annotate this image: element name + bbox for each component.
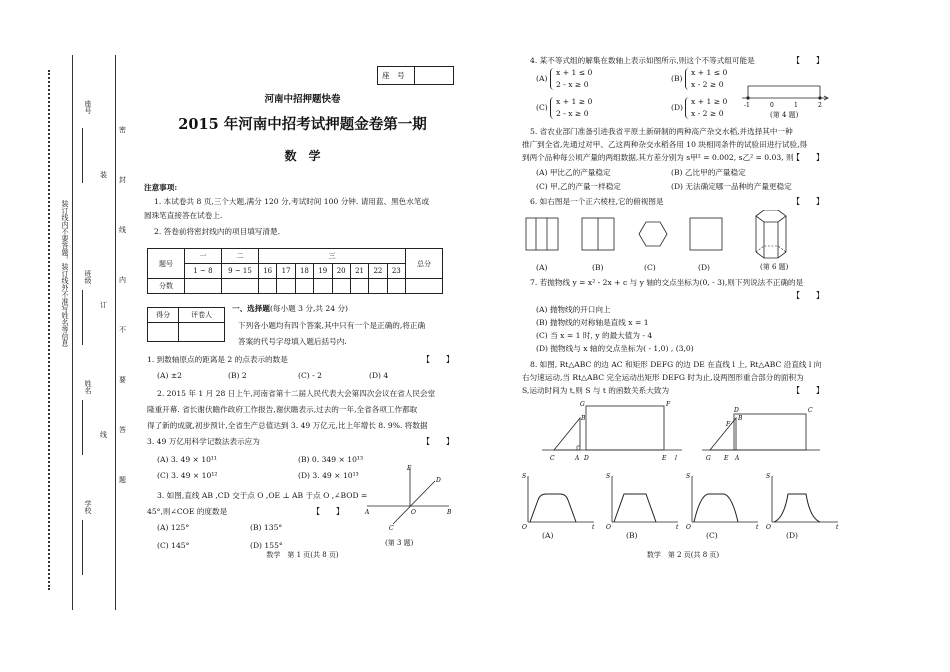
notes-line: 2. 答卷前将密封线内的项目填写清楚. [154,227,280,236]
score-header: 三 [259,249,406,264]
q2-line: 3. 49 万亿用科学记数法表示应为 [147,437,260,446]
q5-answer-bracket[interactable]: 【 】 [792,153,824,162]
score-cell[interactable] [406,279,443,294]
q4-fig-caption: (第 4 题) [770,111,799,119]
notes-line: 圆珠笔直接答在试卷上. [144,211,223,220]
q4-option-letter: (C) [536,103,548,112]
cut-mark: 装 [100,171,107,179]
score-cell[interactable] [185,279,222,294]
q2-option: (A) 3. 49 × 10¹¹ [157,455,218,464]
q4-option-line: x + 1 ≤ 0 [556,68,593,77]
q4-option-line: x + 1 ≤ 0 [691,68,728,77]
seal-mark: 封 [119,176,126,184]
page-1 [130,0,475,672]
score-cell[interactable] [259,279,277,294]
q8-graph-ylabel: S [522,473,527,480]
q5-line: 到两个品种每公顷产量的两组数据,其方差分别为 s甲² = 0.002, s乙² = 0.03, 则 [522,153,794,162]
seal-mark: 内 [119,276,126,284]
q8-option: (C) [706,531,718,540]
q8-fig1-label: F [666,401,671,408]
q6-option: (D) [698,263,711,272]
grader-name-cell[interactable] [179,323,225,342]
page2-footer: 数学 第 2 页(共 8 页) [646,551,720,559]
score-cell[interactable] [350,279,368,294]
q1-stem: 1. 到数轴原点的距离是 2 的点表示的数是 [147,355,288,364]
brace-icon [685,97,690,119]
brace-icon [550,68,555,90]
q4-axis-label: -1 [744,102,750,108]
q1-answer-bracket[interactable]: 【 】 [422,355,454,364]
q6-answer-bracket[interactable]: 【 】 [792,197,824,206]
q5-option: (D) 无法确定哪一品种的产量更稳定 [671,182,792,191]
section1-meta: (每小题 3 分,共 24 分) [269,304,349,313]
q8-line: 右匀速运动,当 Rt△ABC 完全运动出矩形 DEFG 时为止,设两图形重合部分的面积为 [522,373,804,382]
binding-notice: 装订线内不要答题，装订线外不准写姓名等信息 [61,200,69,347]
q3-answer-bracket[interactable]: 【 】 [312,507,344,516]
binding-frame-line [115,55,116,610]
score-header: 二 [222,249,259,264]
score-col: 17 [277,264,295,279]
q3-option: (A) 125° [157,523,190,532]
q8-fig1-label: D [584,455,589,462]
q8-fig1-label: B [581,415,586,422]
q5-option: (A) 甲比乙的产量稳定 [536,168,611,177]
score-cell[interactable] [277,279,295,294]
binding-frame-line [72,55,73,610]
school-label: 学校 [84,500,92,514]
notes-line: 1. 本试卷共 8 页,三个大题,满分 120 分,考试时间 100 分钟. 请用蓝、黑色水笔或 [154,197,430,206]
seal-mark: 不 [119,326,126,334]
score-col: 21 [350,264,368,279]
q8-graph-origin: O [766,524,771,530]
q3-figure [363,462,453,532]
section1-heading [232,303,348,314]
seat-field[interactable] [82,128,83,183]
q3-option: (D) 155° [250,541,283,550]
grader-name-label: 评卷人 [179,308,225,323]
q3-fig-label: E [407,465,412,472]
q5-option: (B) 乙比甲的产量稳定 [671,168,746,177]
q8-figure-2 [702,400,822,466]
q6-figures [522,210,844,266]
q3-fig-label: D [436,477,441,484]
q3-line: 3. 如图,直线 AB ,CD 交于点 O ,OE ⊥ AB 于点 O ,∠BOD = [157,491,368,500]
q8-graph-d [766,473,839,530]
grader-box [147,307,225,342]
score-row-label: 分数 [148,279,185,294]
q4-stem: 4. 某不等式组的解集在数轴上表示如图所示,则这个不等式组可能是 [530,56,755,65]
name-field[interactable] [82,400,83,455]
name-label: 姓名 [84,380,92,394]
q3-fig-caption: (第 3 题) [385,539,414,547]
q8-option: (D) [786,531,799,540]
q8-fig2-label: B [738,415,743,422]
seal-mark: 要 [119,376,126,384]
q1-option: (A) ±2 [157,371,183,380]
q1-option: (C) - 2 [298,371,322,380]
q8-graph-ylabel: S [606,473,611,480]
seat-label: 座号 [84,100,92,114]
score-cell[interactable] [295,279,313,294]
class-field[interactable] [82,290,83,345]
class-label: 班级 [84,270,92,284]
q8-graph-ylabel: S [686,473,691,480]
q2-line: 得了新的成就,初步预计,全省生产总值达到 3. 49 万亿元,比上年增长 8. 9%. 将数据 [147,421,428,430]
q8-line: S,运动时间为 t,则 S 与 t 的函数关系大致为 [522,386,670,395]
section1-desc: 答案的代号字母填入题后括号内. [238,337,347,346]
q8-fig2-label: C [808,407,813,414]
q5-line: 推广到全省,先通过对甲、乙这两种杂交水稻各用 10 块相同条件的试验田进行试验,得 [522,140,808,149]
q4-option-line: 2 - x ≥ 0 [556,109,589,118]
seat-box [377,66,454,85]
q8-graph-ylabel: S [766,473,771,480]
exam-title: 2015 年河南中招考试押题金卷第一期 [178,116,427,133]
score-table [147,248,443,294]
q8-fig2-label: E [724,455,729,462]
q5-option: (C) 甲,乙的产量一样稳定 [536,182,621,191]
q8-graph-origin: O [686,524,691,530]
q4-axis-label: 2 [818,102,822,108]
q8-fig2-label: D [734,407,739,414]
q7-answer-bracket[interactable]: 【 】 [792,291,824,300]
q4-option-line: x + 1 ≥ 0 [556,97,593,106]
binding-dot-column [48,70,54,590]
score-header: 题号 [148,249,185,279]
score-col: 9 ~ 15 [222,264,259,279]
q8-graph-origin: O [522,524,527,530]
q6-stem: 6. 如右图是一个正六棱柱,它的俯视图是 [530,197,664,206]
q8-graph-xlabel: t [676,524,679,530]
q2-option: (C) 3. 49 × 10¹² [157,471,218,480]
q8-graph-c [686,473,759,530]
q2-option: (B) 0. 349 × 10¹³ [298,455,364,464]
grader-score-label: 得分 [148,308,179,323]
seat-box-input[interactable] [414,67,453,84]
score-col: 16 [259,264,277,279]
q8-fig2-label: G [706,455,711,462]
q4-answer-bracket[interactable]: 【 】 [792,56,824,65]
q8-option: (A) [542,531,554,540]
q2-option: (D) 3. 49 × 10¹³ [298,471,359,480]
binding-strip [0,0,130,672]
seal-mark: 题 [119,476,126,484]
cut-mark: 线 [100,431,107,439]
q1-option: (B) 2 [228,371,247,380]
q4-option-letter: (A) [536,74,548,83]
score-header: 总分 [406,249,443,279]
q6-option: (C) [644,263,656,272]
score-col: 22 [369,264,387,279]
q8-fig2-label: F [726,421,731,428]
q3-fig-label: C [389,525,394,532]
q4-option-line: x + 1 ≥ 0 [691,97,728,106]
q4-number-line [740,78,830,108]
q4-option-letter: (B) [671,74,683,83]
q8-line: 8. 如图, Rt△ABC 的边 AC 和矩形 DEFG 的边 DE 在直线 l 上, Rt△ABC 沿直线 l 向 [530,360,822,369]
q3-option: (B) 135° [250,523,283,532]
seal-mark: 密 [119,126,126,134]
q6-option: (A) [536,263,548,272]
q4-option-line: x - 2 ≥ 0 [691,109,724,118]
q2-answer-bracket[interactable]: 【 】 [422,437,454,446]
score-cell[interactable] [387,279,405,294]
q3-fig-label: A [365,509,370,516]
q3-fig-label: B [447,509,452,516]
brace-icon [550,97,555,119]
q8-graph-xlabel: t [836,524,839,530]
q8-option: (B) [626,531,638,540]
q8-fig1-label: G [580,401,585,408]
score-cell[interactable] [222,279,259,294]
q8-answer-bracket[interactable]: 【 】 [792,386,824,395]
q7-option: (B) 抛物线的对称轴是直线 x = 1 [536,318,649,327]
score-col: 18 [295,264,313,279]
q4-axis-label: 1 [794,102,798,108]
score-cell[interactable] [314,279,332,294]
section1-title: 一、选择题 [232,304,270,313]
q2-line: 2. 2015 年 1 月 28 日上午,河南省第十二届人民代表大会第四次会议在省人民会堂 [157,389,436,398]
q7-option: (D) 抛物线与 x 轴的交点坐标为( - 1,0) , (3,0) [536,344,694,353]
q8-graphs [522,470,844,530]
q4-option-line: 2 - x ≥ 0 [556,80,589,89]
q1-option: (D) 4 [369,371,389,380]
score-cell[interactable] [369,279,387,294]
score-col: 23 [387,264,405,279]
q3-option: (C) 145° [157,541,190,550]
score-header: 一 [185,249,222,264]
page1-footer: 数学 第 1 页(共 8 页) [266,551,339,559]
q3-line: 45°,则∠COE 的度数是 [147,507,228,516]
q8-graph-origin: O [606,524,611,530]
school-field[interactable] [82,520,83,575]
seat-box-label: 座 号 [382,71,405,80]
q4-option-line: x - 2 ≥ 0 [691,80,724,89]
notes-heading: 注意事项: [144,183,178,192]
q8-graph-b [606,473,679,530]
q8-graph-xlabel: t [756,524,759,530]
page-2 [522,0,844,672]
q8-fig1-label: A [575,455,580,462]
q7-option: (A) 抛物线的开口向上 [536,305,611,314]
q2-line: 隆重开幕. 省长谢伏瞻作政府工作报告,谢伏瞻表示,过去的一年,全省各项工作都取 [147,405,418,414]
q4-axis-label: 0 [770,102,774,108]
seal-mark: 答 [119,426,126,434]
q8-fig2-label: A [735,455,740,462]
q8-fig1-label: l [675,455,677,462]
q3-fig-label: O [411,509,416,516]
brace-icon [685,68,690,90]
grader-score-cell[interactable] [148,323,179,342]
q8-figure-1 [542,400,682,466]
cut-mark: 订 [100,301,107,309]
score-col: 1 ~ 8 [185,264,222,279]
q8-fig1-label: E [662,455,667,462]
q6-option: (B) [592,263,604,272]
score-col: 20 [332,264,350,279]
seal-mark: 线 [119,226,126,234]
score-cell[interactable] [332,279,350,294]
subject-title: 数 学 [284,149,321,163]
q5-line: 5. 省农业部门准备引进我省平原土新研制的两种高产杂交水稻,并选择其中一种 [530,127,793,136]
q7-option: (C) 当 x = 1 时, y 的最大值为 - 4 [536,331,653,340]
series-title: 河南中招押题快卷 [264,94,341,105]
q6-fig-caption: (第 6 题) [760,263,789,271]
score-col: 19 [314,264,332,279]
q4-option-letter: (D) [671,103,684,112]
section1-desc: 下列各小题均有四个答案,其中只有一个是正确的,将正确 [238,321,426,330]
q7-stem: 7. 若抛物线 y = x² - 2x + c 与 y 轴的交点坐标为(0, - 3),则下列说法不正确的是 [530,278,804,287]
q8-graph-a [522,473,595,530]
q8-fig1-label: C [550,455,555,462]
q8-graph-xlabel: t [592,524,595,530]
